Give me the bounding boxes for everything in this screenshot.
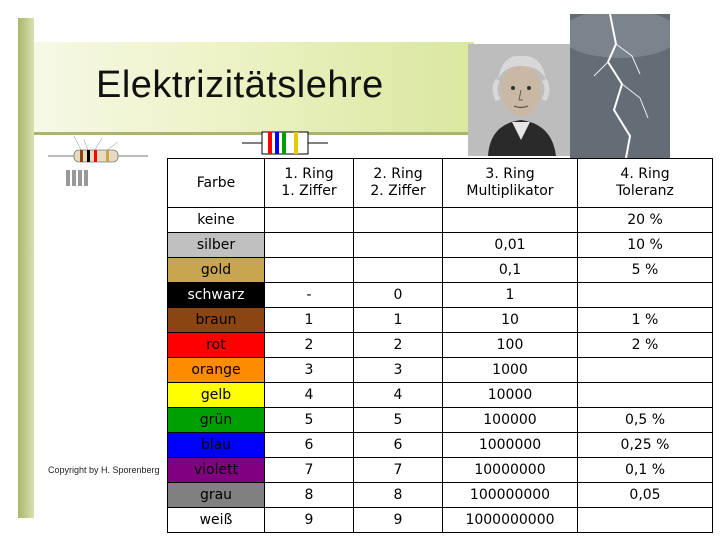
table-row (168, 258, 713, 283)
multiplier-cell: 1000000000 (443, 508, 578, 533)
table-row (168, 333, 713, 358)
digit1-cell (265, 208, 354, 233)
digit2-cell: 2 (354, 333, 443, 358)
header-ring2-line2: 2. Ziffer (370, 183, 426, 199)
lightning-image (570, 14, 670, 158)
page-title: Elektrizitätslehre (96, 64, 384, 106)
header-ring3 (443, 159, 578, 208)
tolerance-cell: 1 % (578, 308, 713, 333)
resistor-icon (242, 130, 328, 156)
color-name-cell: gelb (168, 383, 265, 408)
digit2-cell: 8 (354, 483, 443, 508)
table-row (168, 308, 713, 333)
tolerance-cell (578, 358, 713, 383)
color-name-cell: braun (168, 308, 265, 333)
digit2-cell (354, 258, 443, 283)
color-name-cell: orange (168, 358, 265, 383)
digit1-cell (265, 258, 354, 283)
tolerance-cell: 0,05 (578, 483, 713, 508)
digit2-cell: 0 (354, 283, 443, 308)
color-name-cell: weiß (168, 508, 265, 533)
multiplier-cell: 100000000 (443, 483, 578, 508)
header-ring1-line2: 1. Ziffer (281, 183, 337, 199)
multiplier-cell: 10000 (443, 383, 578, 408)
table-row (168, 358, 713, 383)
multiplier-cell: 100 (443, 333, 578, 358)
digit1-cell: 1 (265, 308, 354, 333)
digit1-cell: 8 (265, 483, 354, 508)
table-row (168, 208, 713, 233)
table-row (168, 383, 713, 408)
table-header-row (168, 159, 713, 208)
table-row (168, 483, 713, 508)
color-name-cell: grau (168, 483, 265, 508)
copyright-text: Copyright by H. Sporenberg (48, 465, 160, 475)
digit2-cell: 7 (354, 458, 443, 483)
multiplier-cell: 10 (443, 308, 578, 333)
header-ring1 (265, 159, 354, 208)
table-body (168, 208, 713, 533)
color-code-table (167, 158, 713, 533)
table-row (168, 433, 713, 458)
digit2-cell (354, 233, 443, 258)
multiplier-cell: 0,1 (443, 258, 578, 283)
digit1-cell: 9 (265, 508, 354, 533)
tolerance-cell (578, 283, 713, 308)
table-row (168, 458, 713, 483)
resistor-sketch-image (44, 128, 154, 198)
tolerance-cell: 0,1 % (578, 458, 713, 483)
color-name-cell: keine (168, 208, 265, 233)
tolerance-cell (578, 383, 713, 408)
multiplier-cell: 1000000 (443, 433, 578, 458)
tolerance-cell: 10 % (578, 233, 713, 258)
color-name-cell: violett (168, 458, 265, 483)
tolerance-cell: 0,5 % (578, 408, 713, 433)
header-ring3-line1: 3. Ring (485, 166, 535, 182)
tolerance-cell: 0,25 % (578, 433, 713, 458)
table-row (168, 233, 713, 258)
header-farbe (168, 159, 265, 208)
header-ring1-line1: 1. Ring (284, 166, 334, 182)
color-name-cell: blau (168, 433, 265, 458)
tolerance-cell: 20 % (578, 208, 713, 233)
digit2-cell: 6 (354, 433, 443, 458)
header-ring4-line1: 4. Ring (620, 166, 670, 182)
digit1-cell (265, 233, 354, 258)
digit1-cell: - (265, 283, 354, 308)
digit2-cell: 9 (354, 508, 443, 533)
multiplier-cell: 1000 (443, 358, 578, 383)
header-ring3-line2: Multiplikator (466, 183, 554, 199)
tolerance-cell: 2 % (578, 333, 713, 358)
multiplier-cell: 10000000 (443, 458, 578, 483)
table-row (168, 283, 713, 308)
decorative-side-bar (18, 18, 34, 518)
color-name-cell: gold (168, 258, 265, 283)
header-farbe-label: Farbe (196, 174, 236, 191)
header-ring4-line2: Toleranz (616, 183, 674, 199)
header-ring2 (354, 159, 443, 208)
multiplier-cell: 1 (443, 283, 578, 308)
color-name-cell: silber (168, 233, 265, 258)
digit2-cell: 5 (354, 408, 443, 433)
header-ring2-line1: 2. Ring (373, 166, 423, 182)
digit2-cell (354, 208, 443, 233)
multiplier-cell: 100000 (443, 408, 578, 433)
digit2-cell: 4 (354, 383, 443, 408)
digit2-cell: 1 (354, 308, 443, 333)
digit1-cell: 4 (265, 383, 354, 408)
color-name-cell: rot (168, 333, 265, 358)
digit1-cell: 2 (265, 333, 354, 358)
color-name-cell: grün (168, 408, 265, 433)
multiplier-cell (443, 208, 578, 233)
digit1-cell: 5 (265, 408, 354, 433)
digit1-cell: 3 (265, 358, 354, 383)
portrait-image (468, 44, 574, 156)
digit2-cell: 3 (354, 358, 443, 383)
digit1-cell: 6 (265, 433, 354, 458)
tolerance-cell: 5 % (578, 258, 713, 283)
tolerance-cell (578, 508, 713, 533)
header-ring4 (578, 159, 713, 208)
multiplier-cell: 0,01 (443, 233, 578, 258)
table-row (168, 408, 713, 433)
color-name-cell: schwarz (168, 283, 265, 308)
table-row (168, 508, 713, 533)
digit1-cell: 7 (265, 458, 354, 483)
